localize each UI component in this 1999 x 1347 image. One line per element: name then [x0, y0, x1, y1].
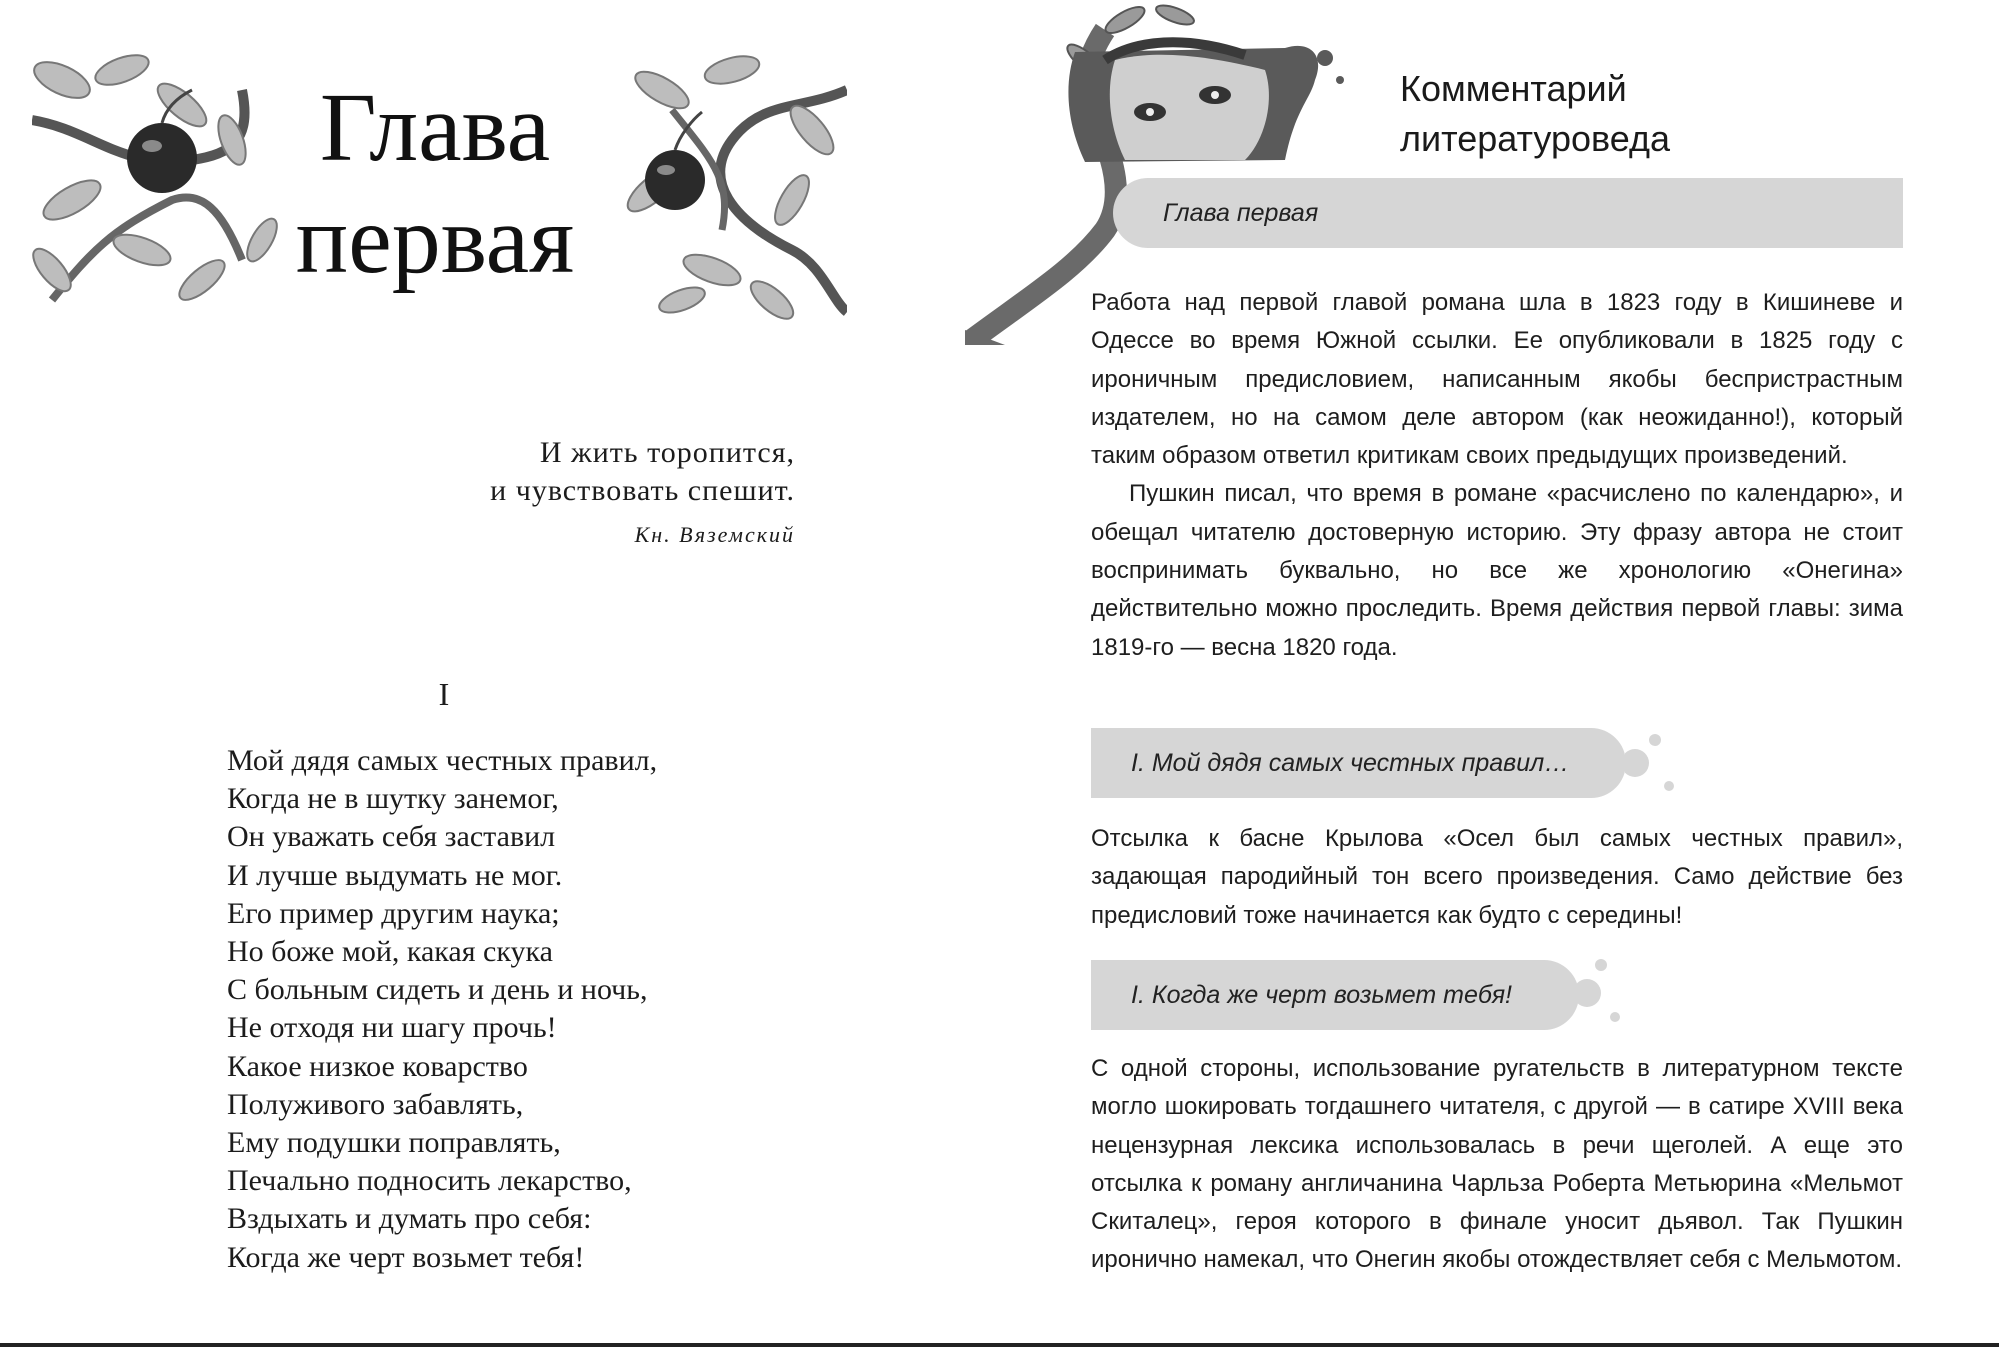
- commentary-heading-line2: литературоведа: [1400, 118, 1670, 159]
- poem-stanza: [227, 742, 657, 1277]
- chapter-title-line2: первая: [295, 186, 575, 294]
- poem-line: Ему подушки поправлять,: [227, 1126, 561, 1160]
- commentary-paragraph: С одной стороны, использование ругательств в литературном тексте могло шокировать тогдашнего читателя, с другой — в сатире XVIII века нецензурная лексика использовалась в речи щеголей. А еще это отсылка к роману англичанина Чарльза Роберта Метьюрина «Мельмот Скиталец», героя которого в финале уносит дьявол. Так Пушкин иронично намекал, что Онегин якобы отождествляет себя с Мельмотом.: [1091, 1055, 1903, 1274]
- poem-line: Полуживого забавлять,: [227, 1087, 524, 1121]
- commentary-paragraph: Пушкин писал, что время в романе «расчислено по календарю», и обещал читателю достоверную историю. Эту фразу автора не стоит воспринимать буквально, но все же хронологию «Онегина» действительно можно проследить. Время действия первой главы: зима 1819-го — весна 1820 года.: [1091, 480, 1903, 661]
- commentary-block: [1091, 820, 1903, 935]
- poem-line: Какое низкое коварство: [227, 1049, 528, 1083]
- poem-line: Его пример другим наука;: [227, 896, 560, 930]
- commentary-paragraph: Работа над первой главой романа шла в 1823 году в Кишиневе и Одессе во время Южной ссылки. Ее опубликовали в 1825 году с ироничным предисловием, написанным якобы беспристрастным издателем, но на самом деле автором (как неожиданно!), который таким образом ответил критикам своих предыдущих произведений.: [1091, 289, 1903, 470]
- commentary-heading-line1: Комментарий: [1400, 68, 1627, 109]
- commentary-paragraph: Отсылка к басне Крылова «Осел был самых честных правил», задающая пародийный тон всего произведения. Само действие без предисловий тоже начинается как будто с середины!: [1091, 825, 1903, 929]
- section-banner: Глава первая: [1113, 178, 1903, 248]
- poem-line: Но боже мой, какая скука: [227, 935, 553, 969]
- poem-line: Не отходя ни шагу прочь!: [227, 1011, 557, 1045]
- page-bottom-rule: [0, 1343, 1999, 1347]
- poem-line: Вздыхать и думать про себя:: [227, 1202, 592, 1236]
- chapter-title-line1: Глава: [319, 74, 551, 182]
- quote-banner: I. Когда же черт возьмет тебя!: [1091, 960, 1579, 1030]
- poem-line: С больным сидеть и день и ночь,: [227, 973, 648, 1007]
- right-page: [985, 0, 1999, 1347]
- epigraph-line: И жить торопится,: [539, 436, 795, 469]
- commentary-block: [1091, 1050, 1903, 1280]
- poem-line: Он уважать себя заставил: [227, 820, 556, 854]
- ink-splash-decoration: [1625, 728, 1685, 798]
- stanza-number: I: [438, 676, 450, 712]
- epigraph: [490, 434, 795, 554]
- ink-splash-decoration: [1577, 955, 1637, 1030]
- epigraph-author: Кн. Вяземский: [634, 522, 795, 547]
- poem-line: Когда же черт возьмет тебя!: [227, 1240, 585, 1274]
- left-page: [0, 0, 985, 1347]
- quote-banner: I. Мой дядя самых честных правил…: [1091, 728, 1626, 798]
- poem-line: И лучше выдумать не мог.: [227, 858, 563, 892]
- epigraph-line: и чувствовать спешит.: [490, 474, 795, 507]
- commentary-heading: [1400, 64, 1670, 164]
- poem-line: Мой дядя самых честных правил,: [227, 744, 658, 777]
- chapter-title: [270, 72, 600, 296]
- poem-line: Печально подносить лекарство,: [227, 1164, 632, 1198]
- poem-line: Когда не в шутку занемог,: [227, 782, 559, 816]
- commentary-block: [1091, 284, 1903, 667]
